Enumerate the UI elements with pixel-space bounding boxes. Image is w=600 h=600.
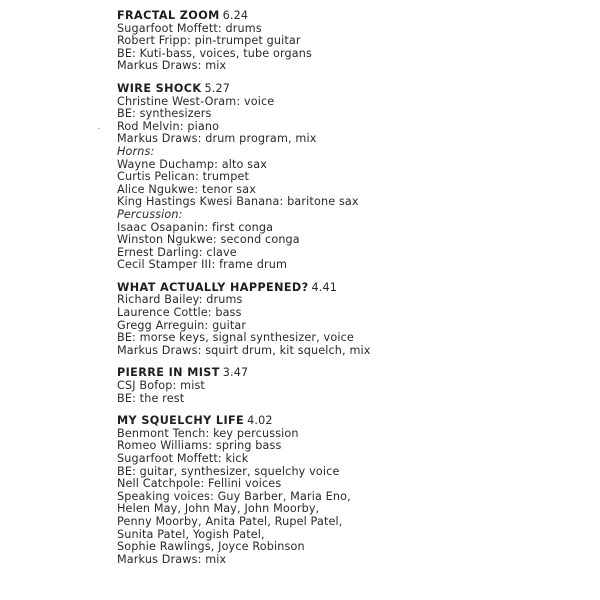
credit-line: Winston Ngukwe: second conga bbox=[117, 233, 300, 247]
credit-line: King Hastings Kwesi Banana: baritone sax bbox=[117, 195, 359, 209]
credit-line: Robert Fripp: pin-trumpet guitar bbox=[117, 34, 301, 48]
track-heading bbox=[117, 415, 587, 428]
track-title: MY SQUELCHY LIFE bbox=[117, 414, 245, 428]
credit-line: CSJ Bofop: mist bbox=[117, 379, 205, 393]
credit-line: Cecil Stamper III: frame drum bbox=[117, 258, 287, 272]
credit-line: Alice Ngukwe: tenor sax bbox=[117, 182, 256, 196]
credit-line: Nell Catchpole: Fellini voices bbox=[117, 477, 282, 491]
track-section bbox=[117, 415, 587, 566]
credit-line: Sugarfoot Moffett: kick bbox=[117, 452, 249, 465]
credit-line: BE: guitar, synthesizer, squelchy voice bbox=[117, 464, 340, 478]
credit-line: Sophie Rawlings, Joyce Robinson bbox=[117, 540, 305, 554]
credit-line: Markus Draws: mix bbox=[117, 552, 227, 566]
credit-line: Curtis Pelican: trumpet bbox=[117, 170, 250, 184]
credit-line: BE: Kuti-bass, voices, tube organs bbox=[117, 46, 312, 60]
track-section bbox=[117, 10, 587, 73]
section-subheading: Percussion: bbox=[117, 207, 183, 221]
track-duration: 4.41 bbox=[311, 280, 337, 294]
track-credits-list bbox=[117, 10, 587, 576]
credit-line: Penny Moorby, Anita Patel, Rupel Patel, bbox=[117, 514, 343, 528]
credit-line: Sugarfoot Moffett: drums bbox=[117, 21, 262, 35]
credit-line: Wayne Duchamp: alto sax bbox=[117, 157, 267, 171]
credit-line: Benmont Tench: key percussion bbox=[117, 426, 299, 440]
credit-line: Markus Draws: drum program, mix bbox=[117, 132, 317, 146]
credit-line: BE: morse keys, signal synthesizer, voice bbox=[117, 331, 354, 345]
track-section bbox=[117, 282, 587, 358]
credit-line: Rod Melvin: piano bbox=[117, 119, 220, 133]
credit-line: Romeo Williams: spring bass bbox=[117, 439, 282, 453]
credit-line: Helen May, John May, John Moorby, bbox=[117, 502, 320, 516]
track-duration: 5.27 bbox=[204, 81, 230, 95]
track-duration: 6.24 bbox=[222, 9, 249, 22]
credit-line: Ernest Darling: clave bbox=[117, 245, 237, 259]
track-duration: 4.02 bbox=[247, 414, 273, 428]
credit-line: Christine West-Oram: voice bbox=[117, 94, 275, 108]
track-heading bbox=[117, 10, 587, 23]
track-title: PIERRE IN MIST bbox=[117, 366, 220, 380]
track-title: WIRE SHOCK bbox=[117, 81, 202, 95]
credit-line: Markus Draws: mix bbox=[117, 59, 227, 73]
track-section bbox=[117, 367, 587, 405]
credit-line: Sunita Patel, Yogish Patel, bbox=[117, 527, 265, 541]
credit-line: Isaac Osapanin: first conga bbox=[117, 220, 274, 234]
credit-line: BE: the rest bbox=[117, 391, 185, 405]
section-subheading: Horns: bbox=[117, 144, 155, 158]
track-duration: 3.47 bbox=[222, 366, 249, 380]
track-section bbox=[117, 83, 587, 272]
credit-line: Richard Bailey: drums bbox=[117, 293, 243, 307]
track-title: WHAT ACTUALLY HAPPENED? bbox=[117, 280, 309, 294]
credit-line: Markus Draws: squirt drum, kit squelch, mix bbox=[117, 343, 371, 357]
credit-line: BE: synthesizers bbox=[117, 107, 212, 121]
scan-speck bbox=[98, 128, 100, 129]
credit-line: Laurence Cottle: bass bbox=[117, 306, 242, 320]
track-title: FRACTAL ZOOM bbox=[117, 9, 220, 22]
track-heading bbox=[117, 83, 587, 96]
credit-line: Gregg Arreguin: guitar bbox=[117, 318, 247, 332]
credit-line: Speaking voices: Guy Barber, Maria Eno, bbox=[117, 489, 351, 503]
